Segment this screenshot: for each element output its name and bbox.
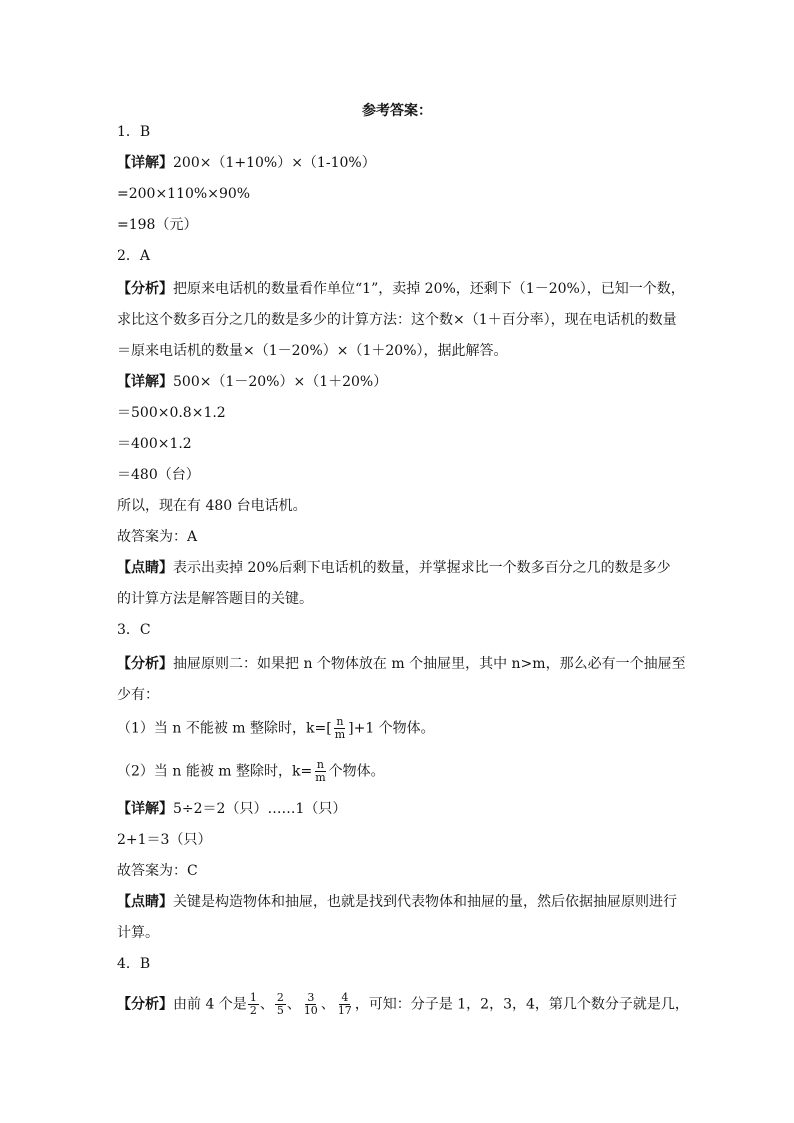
q3-tip [117,892,677,912]
page-title: 参考答案： [362,103,432,119]
fraction-n-over-m [333,716,347,741]
q2-answer: 故答案为：A [117,529,198,545]
fraction-numerator: 4 [341,991,349,1004]
q2-analysis-line-3: ＝原来电话机的数量×（1－20%）×（1＋20%），据此解答。 [117,343,508,359]
q2-tip [117,558,671,578]
case-2-suffix: 个物体。 [328,763,385,780]
analysis-tag: 【分析】 [117,656,173,672]
q2-detail-text: 500×（1－20%）×（1＋20%） [173,374,388,390]
q1-step-2: =198（元） [117,217,198,233]
q3-case-2 [117,759,385,784]
q3-analysis-line-1: 抽屉原则二：如果把 n 个物体放在 m 个抽屉里，其中 n>m，那么必有一个抽屉至 [173,656,686,672]
separator: 、 [259,996,274,1013]
q3-step-1: 2+1＝3（只） [117,832,212,848]
q3-detail [117,799,346,819]
fraction-denominator: m [334,728,346,741]
q2-tip-line-1: 表示出卖掉 20%后剩下电话机的数量，并掌握求比一个数多百分之几的数是多少 [173,560,671,576]
fraction-denominator: m [315,771,326,784]
fraction-4 [336,992,354,1017]
fraction-1 [248,992,259,1017]
q1-detail-text: 200×（1+10%）×（1-10%） [173,155,376,171]
fraction-denominator: 10 [303,1004,318,1017]
fraction-denominator: 17 [337,1004,352,1017]
fraction-numerator: n [316,758,324,771]
q2-step-2: ＝400×1.2 [117,436,192,452]
analysis-tag: 【分析】 [117,281,173,297]
analysis-tag: 【分析】 [117,996,173,1013]
separator: 、 [286,996,301,1013]
case-1-prefix: （1）当 n 不能被 m 整除时，k=[ [117,720,332,737]
case-1-suffix: ]+1 个物体。 [348,720,435,737]
q2-analysis [117,279,685,299]
case-2-prefix: （2）当 n 能被 m 整除时，k= [117,763,313,780]
q2-step-3: ＝480（台） [117,467,200,483]
q3-analysis-line-2: 少有： [117,687,159,703]
q2-label: 2．A [117,248,151,264]
fraction-denominator: 5 [276,1004,284,1017]
tip-tag: 【点睛】 [117,560,173,576]
fraction-numerator: n [336,715,344,728]
q3-tip-line-2: 计算。 [117,925,159,941]
fraction-numerator: 2 [276,991,284,1004]
q2-analysis-line-2: 求比这个数多百分之几的数是多少的计算方法：这个数×（1＋百分率），现在电话机的数量 [117,312,677,328]
q3-label: 3．C [117,622,151,638]
q2-step-1: ＝500×0.8×1.2 [117,405,226,421]
fraction-2 [275,992,286,1017]
q2-tip-line-2: 的计算方法是解答题目的关键。 [117,591,313,607]
fraction-numerator: 1 [249,991,257,1004]
q4-analysis-prefix: 由前 4 个是 [173,996,247,1013]
q3-case-1 [117,716,435,741]
separator: 、 [320,996,335,1013]
q3-answer: 故答案为：C [117,863,198,879]
q1-label: 1．B [117,124,151,140]
q4-label: 4．B [117,956,151,972]
fraction-numerator: 3 [307,991,315,1004]
q4-analysis-suffix: ，可知：分子是 1，2，3，4，第几个数分子就是几， [354,996,689,1013]
q1-detail [117,153,376,173]
detail-tag: 【详解】 [117,801,173,817]
q3-tip-line-1: 关键是构造物体和抽屉，也就是找到代表物体和抽屉的量，然后依据抽屉原则进行 [173,894,677,910]
q4-analysis [117,992,689,1017]
q2-detail [117,372,387,392]
q3-analysis [117,654,686,674]
fraction-n-over-m [313,759,327,784]
fraction-denominator: 2 [249,1004,257,1017]
tip-tag: 【点睛】 [117,894,173,910]
q2-analysis-line-1: 把原来电话机的数量看作单位“1”，卖掉 20%，还剩下（1－20%），已知一个数， [173,281,685,297]
q1-step-1: =200×110%×90% [117,186,251,202]
q3-detail-text: 5÷2＝2（只）……1（只） [173,801,347,817]
q2-conclusion: 所以，现在有 480 台电话机。 [117,498,307,514]
detail-tag: 【详解】 [117,374,173,390]
fraction-3 [302,992,320,1017]
detail-tag: 【详解】 [117,155,173,171]
